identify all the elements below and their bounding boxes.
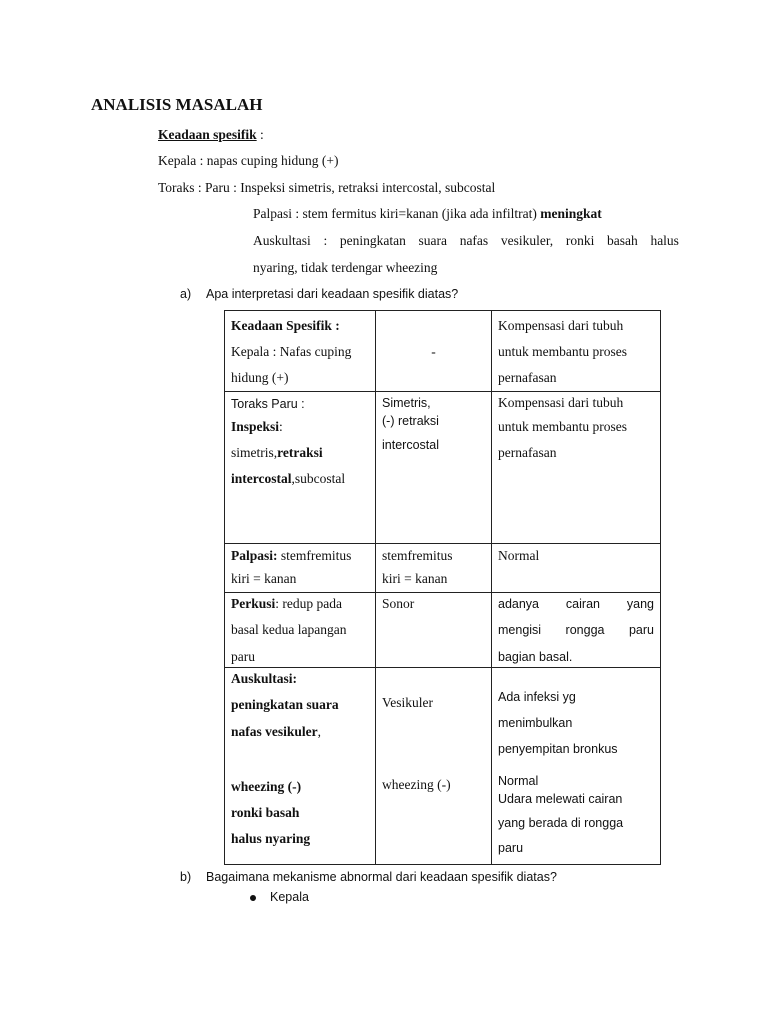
toraks-line: Toraks : Paru : Inspeksi simetris, retraksi intercostal, subcostal (158, 180, 496, 195)
cell-gap (382, 716, 485, 772)
cell-bold: Inspeksi (231, 419, 280, 434)
cell-text: stemfremitus (277, 548, 352, 563)
cell-line: hidung (+) (231, 370, 289, 385)
cell-line: Kepala : Nafas cuping (231, 344, 352, 359)
cell-word: mengisi (498, 623, 542, 637)
cell-bold: nafas vesikuler (231, 724, 318, 739)
cell-text: , (317, 724, 322, 739)
cell-line: wheezing (-) (231, 779, 302, 794)
cell-gap (231, 742, 369, 776)
table-cell (492, 668, 661, 865)
cell-text: ,subcostal (291, 471, 346, 486)
table-row (225, 392, 661, 544)
section-heading-line (158, 127, 264, 143)
question-a-marker: a) (180, 287, 192, 301)
cell-line: kiri = kanan (231, 571, 297, 586)
auskultasi-word: halus (650, 233, 679, 248)
auskultasi-word: basah (607, 233, 638, 248)
cell-line (231, 595, 369, 613)
table-cell (225, 392, 376, 544)
question-a: Apa interpretasi dari keadaan spesifik diatas? (206, 287, 459, 301)
cell-gap (382, 670, 485, 690)
cell-line: stemfremitus (382, 548, 453, 563)
cell-gap (498, 762, 654, 772)
cell-line: Ada infeksi yg (498, 690, 576, 704)
table-row (225, 311, 661, 392)
cell-line: Vesikuler (382, 695, 433, 710)
question-b-marker: b) (180, 870, 192, 884)
palpasi-text: Palpasi : stem fermitus kiri=kanan (jika ada infiltrat) (253, 206, 537, 221)
cell-line: penyempitan bronkus (498, 742, 618, 756)
cell-line: Sonor (382, 596, 415, 611)
cell-word: adanya (498, 597, 540, 611)
cell-bold: retraksi (277, 445, 323, 460)
cell-line: pernafasan (498, 370, 557, 385)
auskultasi-word: peningkatan (339, 233, 406, 248)
table-cell (376, 668, 492, 865)
table-cell (376, 311, 492, 392)
cell-line: Kompensasi dari tubuh (498, 318, 624, 333)
cell-line (231, 546, 369, 566)
cell-line: untuk membantu proses (498, 419, 627, 434)
cell-line: Toraks Paru : (231, 397, 305, 411)
table-cell (376, 593, 492, 668)
cell-line: halus nyaring (231, 831, 311, 846)
page-title: ANALISIS MASALAH (91, 95, 263, 114)
table-cell (376, 544, 492, 593)
palpasi-line (253, 206, 602, 222)
cell-word: cairan (565, 597, 600, 611)
cell-bold: intercostal (231, 471, 292, 486)
cell-line (231, 440, 369, 466)
cell-text: : (279, 419, 283, 434)
table-cell (492, 544, 661, 593)
interpretation-table (224, 310, 661, 865)
cell-line (231, 722, 369, 742)
cell-line: paru (498, 841, 524, 855)
cell-line: pernafasan (498, 445, 557, 460)
auskultasi-word: ronki (565, 233, 595, 248)
cell-line: Normal (498, 774, 539, 788)
section-heading: Keadaan spesifik (158, 127, 257, 142)
cell-line (231, 414, 369, 440)
cell-word: yang (626, 597, 654, 611)
cell-line (498, 613, 654, 647)
cell-line: bagian basal. (498, 650, 573, 664)
cell-line: Simetris, (382, 396, 431, 410)
table-cell (376, 392, 492, 544)
cell-line: basal kedua lapangan (231, 622, 347, 637)
cell-line: Kompensasi dari tubuh (498, 395, 624, 410)
cell-line (231, 466, 369, 492)
table-row (225, 593, 661, 668)
auskultasi-word: Auskultasi (253, 233, 311, 248)
cell-line: yang berada di rongga (498, 816, 624, 830)
bullet-item (250, 890, 309, 904)
cell-line: untuk membantu proses (498, 344, 627, 359)
cell-line: intercostal (382, 438, 439, 452)
auskultasi-word: suara (418, 233, 448, 248)
cell-line: paru (231, 649, 255, 664)
bullet-icon (250, 895, 256, 901)
bullet-label: Kepala (270, 890, 309, 904)
auskultasi-word: nafas (459, 233, 489, 248)
cell-bold: Perkusi (231, 596, 276, 611)
cell-line: ronki basah (231, 805, 300, 820)
cell-line: Normal (498, 548, 540, 563)
table-cell (225, 311, 376, 392)
cell-text: : redup pada (275, 596, 342, 611)
cell-line: Udara melewati cairan (498, 792, 623, 806)
cell-bold: Palpasi: (231, 548, 278, 563)
kepala-line: Kepala : napas cuping hidung (+) (158, 153, 339, 168)
table-cell (225, 544, 376, 593)
cell-dash: - (431, 344, 436, 359)
cell-line: peningkatan suara (231, 697, 339, 712)
table-cell (492, 311, 661, 392)
cell-line: wheezing (-) (382, 777, 451, 792)
cell-line: Auskultasi: (231, 671, 298, 686)
table-cell (225, 593, 376, 668)
cell-line: menimbulkan (498, 716, 573, 730)
section-colon: : (260, 127, 264, 142)
auskultasi-word: vesikuler, (500, 233, 554, 248)
table-cell (225, 668, 376, 865)
auskultasi-word: : (323, 233, 328, 248)
cell-word: paru (628, 623, 654, 637)
cell-line (498, 595, 654, 613)
cell-line: (-) retraksi (382, 414, 439, 428)
question-b: Bagaimana mekanisme abnormal dari keadaan spesifik diatas? (206, 870, 557, 884)
auskultasi-line-2: nyaring, tidak terdengar wheezing (253, 260, 438, 275)
cell-line: Keadaan Spesifik : (231, 318, 340, 333)
table-cell (492, 392, 661, 544)
palpasi-bold: meningkat (540, 206, 602, 221)
cell-gap (498, 670, 654, 684)
cell-line: kiri = kanan (382, 571, 448, 586)
cell-text: simetris, (231, 445, 278, 460)
table-row (225, 668, 661, 865)
cell-word: rongga (565, 623, 605, 637)
table-row (225, 544, 661, 593)
table-cell (492, 593, 661, 668)
auskultasi-line (253, 233, 679, 249)
